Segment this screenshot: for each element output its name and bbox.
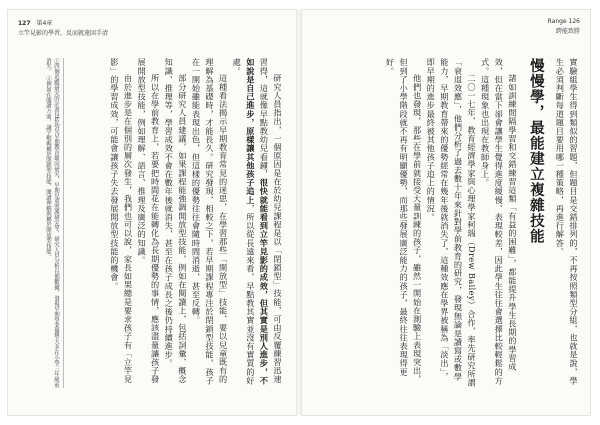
right-body-text (314, 58, 580, 388)
section-heading: 慢慢學，最能建立複雜技能 (527, 58, 544, 244)
paragraph: 部分研究人員建議，如果課程能強調開放型技能，例如在閱讀上，包括詞彙、概念知識、推理等，學習成效不會在數年後就消失，甚至在孩子成長之後仍持續進步。 (164, 58, 188, 384)
left-running-header (18, 18, 108, 37)
right-header-title: Range 126 (547, 18, 580, 25)
left-header-subtitle: 立竿見影的學習，反而就遠回手清 (18, 30, 109, 37)
paragraph: 二〇一七年，教育經濟學家與心理學家柯瑞（Drew Bailey）合作，率先研究所謂「衰退效應」，他們分析了過去數十年來針對學前教育的研究，發現無論是讀寫或數學能力，早期教育帶來的優勢經常在幾年後就消失了，這種效應在學界被稱為「淡出」，即早期的進步最終被其他孩子追上的情況。 (426, 58, 478, 388)
paragraph: 由於進步是在個別的層次發生，我們也可以說，家長如果總是要求孩子有「立竿見影」的學習成效，可能會讓孩子失去發展開放型技能的機會。 (109, 58, 134, 384)
paragraph: 實驗組學生得到類似的習題，但題目是交錯排列的，不再按照類型分組，也就是說，學生必須判斷每道題目要用哪一種策略，再進行解答。 (555, 58, 579, 385)
right-header-subtitle: 跨能致勝 (555, 28, 580, 35)
paragraph (230, 58, 284, 388)
paragraph: 諸如訓練間隔學習和交錯練習這類「有益的困難」，都能提升學生長期的學習成效，但在當下卻會讓學生覺得進度緩慢、表現較差，因此學生往往會選擇比較輕鬆的方式。這種現象也出現在教師身上。 (480, 58, 518, 385)
paragraph-lead: 研究人員指出，一個原因是在於幼兒課程是以「閉鎖型」技能，可由反覆練習迅速習得，這就像早點教幼兒看鐘， (259, 58, 283, 384)
left-body-text (46, 58, 284, 388)
right-running-header (548, 18, 580, 35)
paragraph: 這種看法揭示早期教育常見的迷思，在學習那些「開放型」技能，要以兒童既有的理解為基礎時，才能長久。研究發現，相較之下，若早期課程專注於閉鎖型技能，孩子在一開始雖能表現出色，但這樣的優勢往往會隨時間消逝，甚至反轉。 (191, 58, 229, 385)
emphasis-text: 很快就能看到立竿見影的成效，但其實是別人進步，不如說是自己進步，原樣讓其他孩子追上 (245, 58, 270, 385)
chapter-label: 第4章 (36, 20, 53, 27)
footnotes (16, 58, 64, 388)
paragraph: 他們也發現，那些在學前就接受大量訓練的孩子，雖然一開始在測驗上表現突出，但到了小學階段就不再有明顯優勢，而那些發展廣泛能力的孩子，最終往往表現得更好。 (385, 58, 423, 384)
left-page (8, 10, 296, 415)
right-page (302, 10, 590, 415)
paragraph-tail: ，所以從長遠來看，早點教其實並沒有實質的好處。 (232, 58, 256, 385)
left-page-number: 127 (18, 20, 31, 27)
footnote-text: ①四個追蹤研究的計畫包括幼兒早期教育縱向研究、早期兒童照護研究等，研究人員分析長期數據，發現早期學業優勢大多在小學三年級前消失。 ②例如在閱讀方面，識字解碼屬於閉鎖型技能，閱讀理解則屬於開放型技能。 (45, 58, 59, 388)
paragraph: 所以在學前教育上，若要把時間花在能轉化為長期優勢的事情，應該盡量讓孩子發展開放型技能，例如理解、語言、推理及廣泛的知識。 (137, 58, 161, 384)
